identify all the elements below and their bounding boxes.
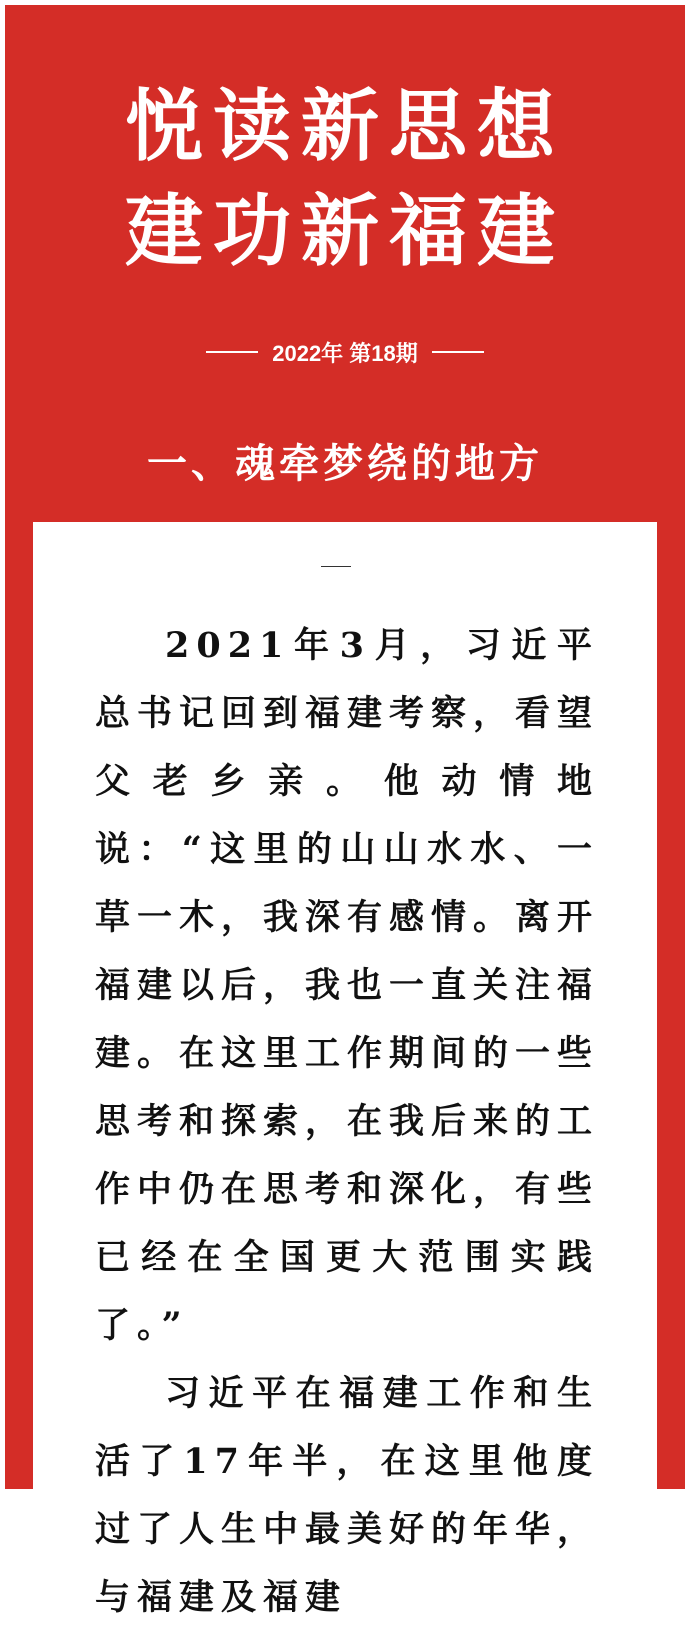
article-card (33, 522, 657, 1618)
issue-left-rule (206, 351, 258, 353)
article-paragraph-2: 习近平在福建工作和生活了17年半，在这里他度过了人生中最美好的年华，与福建及福建 (95, 1373, 600, 1618)
issue-right-rule (432, 351, 484, 353)
issue-row (0, 334, 690, 370)
title-line-1: 悦读新思想 (124, 82, 565, 172)
article-paragraph-1: 2021年3月，习近平总书记回到福建考察，看望父老乡亲。他动情地说：“这里的山山水水、一草一木，我深有感情。离开福建以后，我也一直关注福建。在这里工作期间的一些思考和探索，在我后来的工作中仍在思考和深化，有些已经在全国更大范围实践了。” (95, 625, 600, 1346)
article-body (95, 612, 599, 1632)
issue-number: 2022年 第18期 (272, 340, 418, 366)
section-title: 一、魂牵梦绕的地方 (147, 441, 543, 487)
title-line-2: 建功新福建 (124, 187, 565, 277)
article-divider (321, 566, 351, 567)
